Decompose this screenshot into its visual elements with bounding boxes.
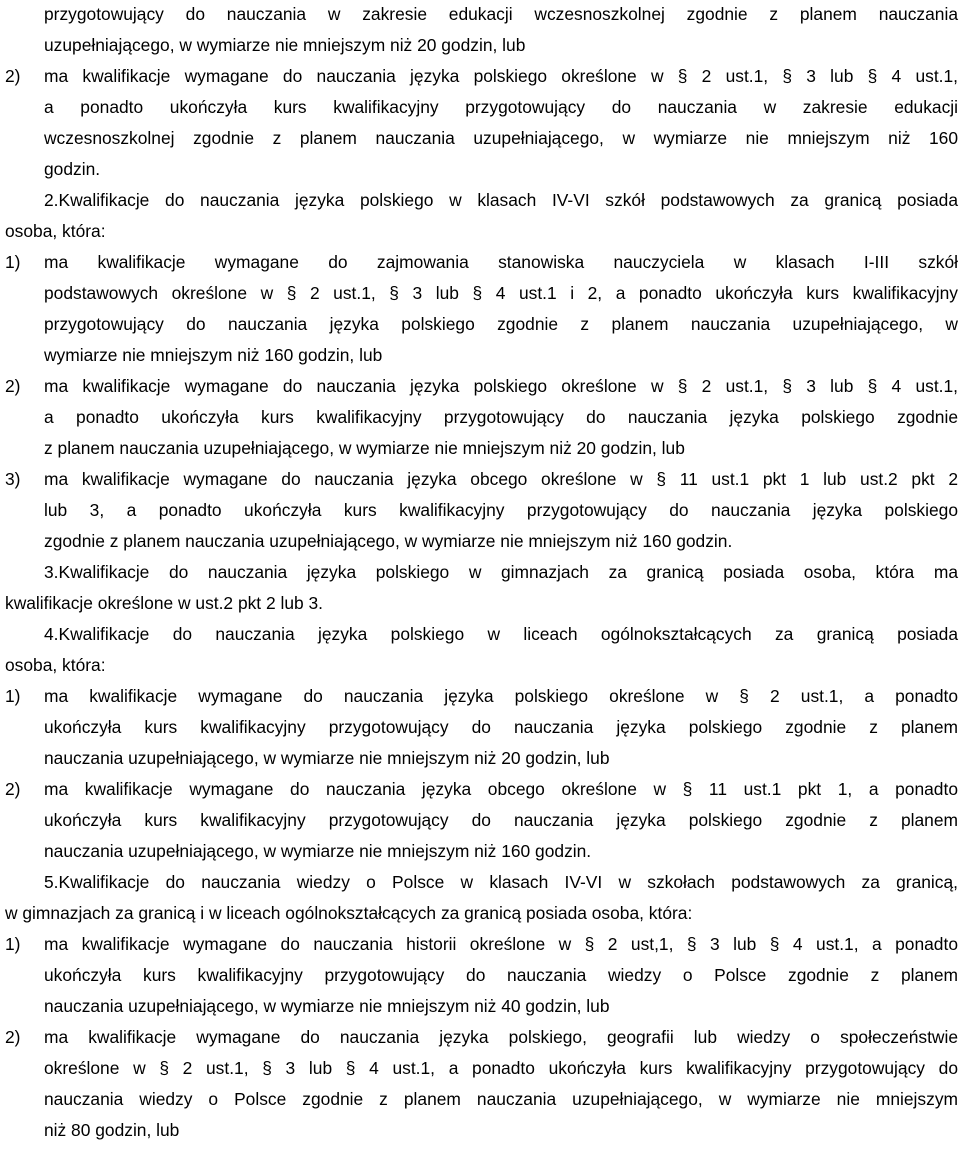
numbered-item-line bbox=[5, 681, 958, 712]
numbered-item-line bbox=[5, 247, 958, 278]
text-line: w gimnazjach za granicą i w liceach ogólnokształcących za granicą posiada osoba, która: bbox=[5, 903, 693, 923]
text-line: z planem nauczania uzupełniającego, w wymiarze nie mniejszym niż 20 godzin, lub bbox=[44, 438, 685, 458]
item-number: 3) bbox=[5, 469, 21, 489]
text-line: nauczania uzupełniającego, w wymiarze nie mniejszym niż 40 godzin, lub bbox=[44, 996, 610, 1016]
text-line: nauczania uzupełniającego, w wymiarze nie mniejszym niż 20 godzin, lub bbox=[44, 748, 610, 768]
text-line: nauczania wiedzy o Polsce zgodnie z planem nauczania uzupełniającego, w wymiarze nie mniejszym bbox=[44, 1089, 958, 1109]
text-line: kwalifikacje określone w ust.2 pkt 2 lub 3. bbox=[5, 593, 324, 613]
item-text: ma kwalifikacje wymagane do zajmowania stanowiska nauczyciela w klasach I-III szkół bbox=[44, 252, 958, 272]
text-line: nauczania uzupełniającego, w wymiarze nie mniejszym niż 160 godzin. bbox=[44, 841, 592, 861]
item-text: ma kwalifikacje wymagane do nauczania języka obcego określone w § 11 ust.1 pkt 1, a ponadto bbox=[44, 779, 958, 799]
numbered-item-line bbox=[5, 774, 958, 805]
item-number: 1) bbox=[5, 252, 21, 272]
text-line: osoba, która: bbox=[5, 221, 106, 241]
text-line: wymiarze nie mniejszym niż 160 godzin, lub bbox=[44, 345, 383, 365]
text-line: lub 3, a ponadto ukończyła kurs kwalifikacyjny przygotowujący do nauczania języka polskiego bbox=[44, 500, 958, 520]
text-line: ukończyła kurs kwalifikacyjny przygotowujący do nauczania języka polskiego zgodnie z planem bbox=[44, 810, 958, 830]
text-line: 4.Kwalifikacje do nauczania języka polskiego w liceach ogólnokształcących za granicą posiada bbox=[44, 624, 958, 644]
numbered-item-line bbox=[5, 371, 958, 402]
text-line: a ponadto ukończyła kurs kwalifikacyjny przygotowujący do nauczania języka polskiego zgodnie bbox=[44, 407, 958, 427]
text-line: a ponadto ukończyła kurs kwalifikacyjny przygotowujący do nauczania w zakresie edukacji bbox=[44, 97, 958, 117]
numbered-item-line bbox=[5, 61, 958, 92]
text-line: niż 80 godzin, lub bbox=[44, 1120, 180, 1140]
numbered-item-line bbox=[5, 1022, 958, 1053]
item-text: ma kwalifikacje wymagane do nauczania języka polskiego, geografii lub wiedzy o społeczeństwie bbox=[44, 1027, 958, 1047]
item-text: ma kwalifikacje wymagane do nauczania języka polskiego określone w § 2 ust.1, a ponadto bbox=[44, 686, 958, 706]
text-line: 2.Kwalifikacje do nauczania języka polskiego w klasach IV-VI szkół podstawowych za granicą posiada bbox=[44, 190, 958, 210]
numbered-item-line bbox=[5, 464, 958, 495]
text-line: ukończyła kurs kwalifikacyjny przygotowujący do nauczania wiedzy o Polsce zgodnie z planem bbox=[44, 965, 958, 985]
text-line: przygotowujący do nauczania języka polskiego zgodnie z planem nauczania uzupełniającego, w bbox=[44, 314, 958, 334]
item-number: 2) bbox=[5, 1027, 21, 1047]
text-line: określone w § 2 ust.1, § 3 lub § 4 ust.1, a ponadto ukończyła kurs kwalifikacyjny przygotowujący do bbox=[44, 1058, 958, 1078]
text-line: podstawowych określone w § 2 ust.1, § 3 lub § 4 ust.1 i 2, a ponadto ukończyła kurs kwalifikacyjny bbox=[44, 283, 958, 303]
numbered-item-line bbox=[5, 929, 958, 960]
item-text: ma kwalifikacje wymagane do nauczania języka polskiego określone w § 2 ust.1, § 3 lub § 4 ust.1, bbox=[44, 376, 958, 396]
item-number: 2) bbox=[5, 779, 21, 799]
item-number: 1) bbox=[5, 686, 21, 706]
text-line: zgodnie z planem nauczania uzupełniającego, w wymiarze nie mniejszym niż 160 godzin. bbox=[44, 531, 733, 551]
item-text: ma kwalifikacje wymagane do nauczania języka polskiego określone w § 2 ust.1, § 3 lub § 4 ust.1, bbox=[44, 66, 958, 86]
text-line: przygotowujący do nauczania w zakresie edukacji wczesnoszkolnej zgodnie z planem nauczania bbox=[44, 4, 958, 24]
text-line: wczesnoszkolnej zgodnie z planem nauczania uzupełniającego, w wymiarze nie mniejszym niż 160 bbox=[44, 128, 958, 148]
text-line: 3.Kwalifikacje do nauczania języka polskiego w gimnazjach za granicą posiada osoba, która ma bbox=[44, 562, 958, 582]
text-line: ukończyła kurs kwalifikacyjny przygotowujący do nauczania języka polskiego zgodnie z planem bbox=[44, 717, 958, 737]
item-text: ma kwalifikacje wymagane do nauczania języka obcego określone w § 11 ust.1 pkt 1 lub ust.2 pkt 2 bbox=[44, 469, 958, 489]
document-page bbox=[5, 0, 958, 1146]
item-number: 1) bbox=[5, 934, 21, 954]
item-number: 2) bbox=[5, 376, 21, 396]
item-number: 2) bbox=[5, 66, 21, 86]
text-line: uzupełniającego, w wymiarze nie mniejszym niż 20 godzin, lub bbox=[44, 35, 526, 55]
item-text: ma kwalifikacje wymagane do nauczania historii określone w § 2 ust,1, § 3 lub § 4 ust.1, a ponadto bbox=[44, 934, 958, 954]
text-line: osoba, która: bbox=[5, 655, 106, 675]
text-line: godzin. bbox=[44, 159, 101, 179]
text-line: 5.Kwalifikacje do nauczania wiedzy o Polsce w klasach IV-VI w szkołach podstawowych za granicą, bbox=[44, 872, 958, 892]
